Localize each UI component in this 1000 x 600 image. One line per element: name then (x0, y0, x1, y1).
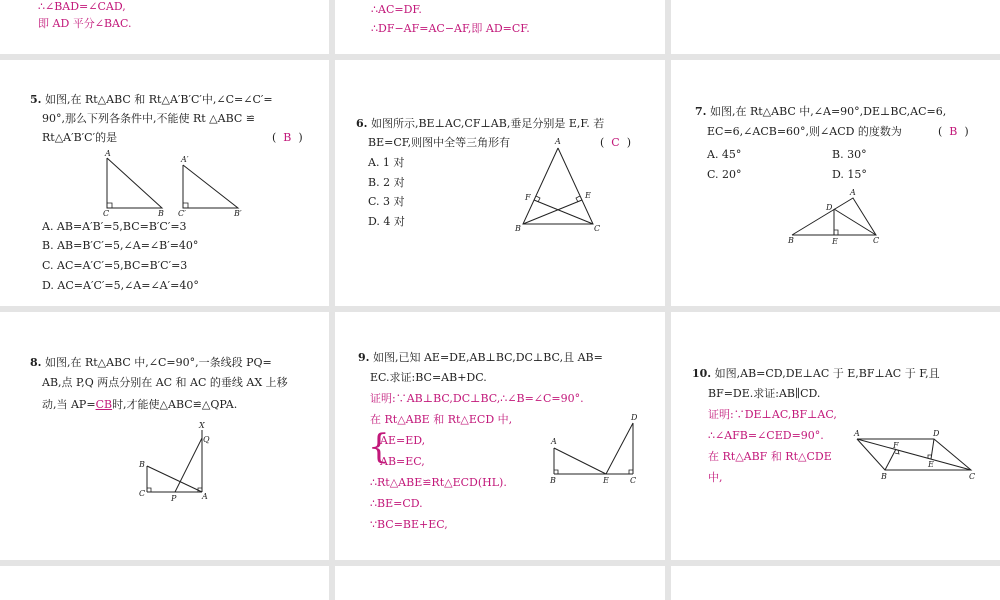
q5-option-b: B. AB=B′C′=5,∠A=∠B′=40° (42, 239, 199, 252)
q7-figure (786, 188, 886, 248)
q9-proof-3: AE=ED, (380, 434, 426, 447)
q8-line-3 (42, 398, 237, 412)
q7-text-1: 如图,在 Rt△ABC 中,∠A=90°,DE⊥BC,AC=6, (706, 105, 947, 118)
q9-proof-6: ∴BE=CD. (370, 497, 423, 510)
q6-option-d: D. 4 对 (368, 215, 405, 228)
q7-label-c: C (873, 236, 880, 245)
q5-answer-bracket: ( B ) (272, 131, 303, 144)
panel-bottom-right (671, 566, 1000, 600)
q8-answer: CB (95, 398, 113, 411)
panel-question-8 (0, 312, 329, 560)
q6-option-c: C. 3 对 (368, 195, 405, 208)
q7-label-e: E (832, 237, 838, 246)
panel-question-5 (0, 60, 329, 306)
q10-line-2: BF=DE.求证:AB∥CD. (708, 387, 821, 400)
q6-figure (505, 138, 605, 238)
q10-label-c: C (969, 472, 976, 481)
top-left-line-2: 即 AD 平分∠BAC. (38, 17, 132, 30)
q9-line-2: EC.求证:BC=AB+DC. (370, 371, 487, 384)
q5-figure (95, 150, 255, 218)
q7-line-1 (695, 105, 946, 119)
q9-proof-7: ∵BC=BE+EC, (370, 518, 448, 531)
q10-label-d: D (933, 429, 940, 438)
q5-label-a: A (105, 149, 111, 158)
q9-label-b: B (550, 476, 556, 485)
q10-label-f: F (893, 441, 899, 450)
q10-proof-1: 证明:∵DE⊥AC,BF⊥AC, (708, 408, 837, 421)
q8-line-1 (30, 356, 272, 370)
q7-label-d: D (826, 203, 833, 212)
q7-label-a: A (850, 188, 856, 197)
q6-text-1: 如图所示,BE⊥AC,CF⊥AB,垂足分别是 E,F. 若 (367, 117, 605, 130)
q8-label-x: X (199, 421, 205, 430)
top-middle-line-1: ∴AC=DF. (371, 3, 422, 16)
q9-label-c: C (630, 476, 637, 485)
q10-text-1: 如图,AB=CD,DE⊥AC 于 E,BF⊥AC 于 F,且 (711, 367, 940, 380)
q8-line-2: AB,点 P,Q 两点分别在 AC 和 AC 的垂线 AX 上移 (42, 376, 288, 389)
q10-figure (851, 430, 981, 482)
panel-question-9 (335, 312, 665, 560)
q9-label-a: A (551, 437, 557, 446)
q8-text-3a: 动,当 AP= (42, 398, 96, 411)
q10-proof-2: ∴∠AFB=∠CED=90°. (708, 429, 824, 442)
q6-label-b: B (515, 224, 521, 233)
q9-proof-1: 证明:∵AB⊥BC,DC⊥BC,∴∠B=∠C=90°. (370, 392, 584, 405)
q6-line-1 (356, 117, 604, 131)
q5-label-c: C (103, 209, 110, 218)
q6-option-b: B. 2 对 (368, 176, 405, 189)
q7-number: 7. (695, 105, 707, 118)
q10-proof-4: 中, (708, 471, 723, 484)
q8-text-1: 如图,在 Rt△ABC 中,∠C=90°,一条线段 PQ= (41, 356, 272, 369)
q6-line-2: BE=CF,则图中全等三角形有 (368, 136, 511, 149)
q9-text-1: 如图,已知 AE=DE,AB⊥BC,DC⊥BC,且 AB= (369, 351, 603, 364)
q9-line-1 (358, 351, 603, 365)
q8-figure (135, 422, 215, 502)
q8-label-b: B (139, 460, 145, 469)
q6-answer: C (611, 136, 620, 149)
panel-bottom-middle (335, 566, 665, 600)
q5-line-2: 90°,那么下列各条件中,不能使 Rt △ABC ≌ (42, 112, 256, 125)
q8-label-q: Q (203, 435, 210, 444)
q9-label-e: E (603, 476, 609, 485)
q5-line-1 (30, 93, 273, 107)
q7-option-b: B. 30° (832, 148, 867, 161)
q5-option-c: C. AC=A′C′=5,BC=B′C′=3 (42, 259, 188, 272)
q7-answer-bracket: ( B ) (938, 125, 969, 138)
q7-answer: B (949, 125, 958, 138)
q5-label-b-prime: B′ (234, 209, 242, 218)
q5-label-c-prime: C′ (178, 209, 186, 218)
q8-text-3b: 时,才能使△ABC≌△QPA. (112, 398, 238, 411)
q8-label-a: A (202, 492, 208, 501)
top-middle-line-2: ∴DF−AF=AC−AF,即 AD=CF. (371, 22, 530, 35)
q5-option-a: A. AB=A′B′=5,BC=B′C′=3 (42, 220, 187, 233)
q9-proof-5: ∴Rt△ABE≌Rt△ECD(HL). (370, 476, 507, 489)
q10-line-1 (692, 367, 940, 381)
q9-number: 9. (358, 351, 370, 364)
q5-option-d: D. AC=A′C′=5,∠A=∠A′=40° (42, 279, 199, 292)
q8-number: 8. (30, 356, 42, 369)
q9-proof-2: 在 Rt△ABE 和 Rt△ECD 中, (370, 413, 513, 426)
q10-proof-3: 在 Rt△ABF 和 Rt△CDE (708, 450, 832, 463)
panel-question-10 (671, 312, 1000, 560)
q7-option-a: A. 45° (707, 148, 742, 161)
q5-answer: B (283, 131, 292, 144)
q7-option-c: C. 20° (707, 168, 742, 181)
q10-label-e: E (928, 460, 934, 469)
panel-question-7 (671, 60, 1000, 306)
q6-label-a: A (555, 137, 561, 146)
top-left-line-1: ∴∠BAD=∠CAD, (38, 0, 126, 13)
panel-bottom-left (0, 566, 329, 600)
panel-question-6 (335, 60, 665, 306)
q6-label-e: E (585, 191, 591, 200)
q5-label-b: B (158, 209, 164, 218)
q7-label-b: B (788, 236, 794, 245)
q6-label-c: C (594, 224, 601, 233)
q6-number: 6. (356, 117, 368, 130)
q9-brace: { (368, 427, 390, 467)
q8-label-p: P (171, 494, 177, 503)
q6-option-a: A. 1 对 (368, 156, 405, 169)
q9-label-d: D (631, 413, 638, 422)
panel-top-middle (335, 0, 665, 54)
q5-number: 5. (30, 93, 42, 106)
q10-label-a: A (854, 429, 860, 438)
q5-label-a-prime: A′ (181, 155, 189, 164)
q9-figure (545, 410, 645, 490)
q5-text-1: 如图,在 Rt△ABC 和 Rt△A′B′C′中,∠C=∠C′= (41, 93, 273, 106)
panel-top-left (0, 0, 329, 54)
panel-top-right (671, 0, 1000, 54)
q5-line-3: Rt△A′B′C′的是 (42, 131, 118, 144)
q7-option-d: D. 15° (832, 168, 867, 181)
q7-line-2: EC=6,∠ACB=60°,则∠ACD 的度数为 (707, 125, 902, 138)
q10-label-b: B (881, 472, 887, 481)
q9-proof-4: AB=EC, (380, 455, 425, 468)
q6-label-f: F (525, 193, 531, 202)
q6-answer-bracket: ( C ) (600, 136, 632, 149)
q10-number: 10. (692, 367, 712, 380)
q8-label-c: C (139, 489, 146, 498)
